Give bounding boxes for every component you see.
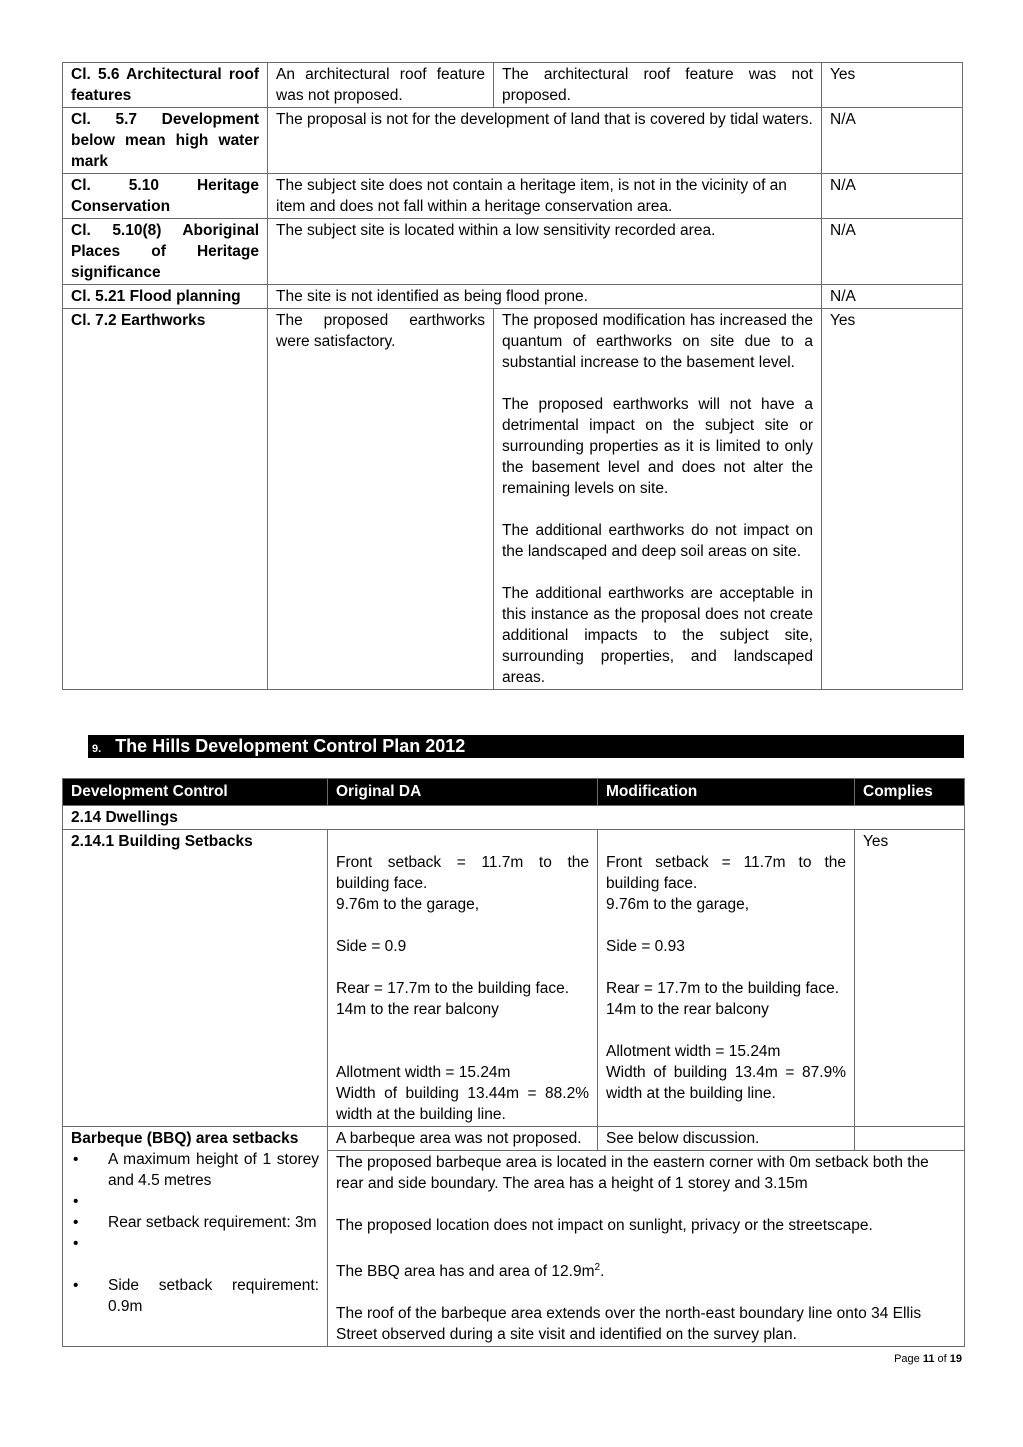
- table-row: [63, 174, 963, 219]
- table-row: [63, 806, 965, 830]
- original-building-width: Width of building 13.44m = 88.2% width at the building line.: [336, 1085, 589, 1123]
- complies-cell: N/A: [822, 285, 963, 309]
- control-cell: 2.14.1 Building Setbacks: [63, 830, 328, 1127]
- clause-cell: Cl. 5.10(8) Aboriginal Places of Heritage significance: [63, 219, 268, 285]
- list-item: • Rear setback requirement: 3m: [71, 1212, 319, 1233]
- list-item: • Side setback requirement: 0.9m: [71, 1275, 319, 1317]
- table-row: [63, 108, 963, 174]
- modified-front-setback: Front setback = 11.7m to the building face.: [606, 854, 846, 892]
- column-header: Modification: [598, 779, 855, 806]
- complies-cell: Yes: [822, 309, 963, 690]
- section-number: 9.: [92, 743, 102, 755]
- column-header: Complies: [855, 779, 965, 806]
- original-rear-balcony: 14m to the rear balcony: [336, 1001, 499, 1018]
- modification-cell: [598, 830, 855, 1127]
- paragraph: The additional earthworks do not impact on the landscaped and deep soil areas on site.: [502, 522, 813, 560]
- bbq-requirements-list: [71, 1149, 319, 1317]
- table-row: [63, 63, 963, 108]
- clause-cell: Cl. 5.6 Architectural roof features: [63, 63, 268, 108]
- original-side-setback: Side = 0.9: [336, 938, 407, 955]
- bbq-area-text: The BBQ area has and area of 12.9m: [336, 1263, 595, 1281]
- clause-cell: Cl. 5.7 Development below mean high water mark: [63, 108, 268, 174]
- modified-building-width: Width of building 13.4m = 87.9% width at the building line.: [606, 1064, 846, 1102]
- area-superscript: 2: [594, 1262, 601, 1273]
- complies-cell: [855, 1127, 965, 1151]
- original-front-setback: Front setback = 11.7m to the building face.: [336, 854, 589, 892]
- page-sep: of: [934, 1353, 950, 1365]
- control-cell: [63, 1127, 328, 1347]
- modified-side-setback: Side = 0.93: [606, 938, 685, 955]
- modification-cell: See below discussion.: [598, 1127, 855, 1151]
- modification-cell: [494, 309, 822, 690]
- paragraph: The proposed barbeque area is located in the eastern corner with 0m setback both the rear and side boundary. The area has a height of 1 storey and 3.15m: [336, 1154, 929, 1192]
- group-heading: 2.14 Dwellings: [63, 806, 965, 830]
- lep-compliance-table: [62, 62, 963, 690]
- comment-cell: The subject site is located within a low sensitivity recorded area.: [268, 219, 822, 285]
- complies-cell: N/A: [822, 108, 963, 174]
- original-cell: An architectural roof feature was not proposed.: [268, 63, 494, 108]
- complies-cell: N/A: [822, 219, 963, 285]
- area-suffix: .: [600, 1263, 605, 1281]
- table-row: [63, 1127, 965, 1151]
- list-spacer: [71, 1233, 319, 1275]
- modified-garage-setback: 9.76m to the garage,: [606, 896, 750, 913]
- comment-cell: The proposal is not for the development of land that is covered by tidal waters.: [268, 108, 822, 174]
- comment-cell: The subject site does not contain a heritage item, is not in the vicinity of an item and does not fall within a heritage conservation area.: [268, 174, 822, 219]
- page-prefix: Page: [894, 1353, 923, 1365]
- discussion-cell: [328, 1151, 965, 1347]
- original-cell: A barbeque area was not proposed.: [328, 1127, 598, 1151]
- comment-cell: The site is not identified as being flood prone.: [268, 285, 822, 309]
- complies-cell: Yes: [855, 830, 965, 1127]
- modified-allotment-width: Allotment width = 15.24m: [606, 1043, 781, 1060]
- original-garage-setback: 9.76m to the garage,: [336, 896, 480, 913]
- table-header-row: [63, 779, 965, 806]
- list-item: • A maximum height of 1 storey and 4.5 metres: [71, 1149, 319, 1191]
- list-spacer: [71, 1191, 319, 1212]
- original-cell: The proposed earthworks were satisfactory.: [268, 309, 494, 690]
- modification-cell: The architectural roof feature was not proposed.: [494, 63, 822, 108]
- paragraph: The proposed modification has increased the quantum of earthworks on site due to a substantial increase to the basement level.: [502, 312, 813, 371]
- section-heading: [88, 735, 964, 758]
- paragraph: The additional earthworks are acceptable in this instance as the proposal does not create additional impacts to the subject site, surrounding properties, and landscaped areas.: [502, 585, 813, 686]
- page-total: 19: [949, 1353, 962, 1365]
- paragraph: The roof of the barbeque area extends over the north-east boundary line onto 34 Ellis Street observed during a site visit and identified on the survey plan.: [336, 1305, 922, 1344]
- table-row: [63, 285, 963, 309]
- modified-rear-balcony: 14m to the rear balcony: [606, 1001, 769, 1018]
- original-cell: [328, 830, 598, 1127]
- clause-cell: Cl. 5.10 Heritage Conservation: [63, 174, 268, 219]
- page-current: 11: [922, 1353, 935, 1365]
- column-header: Development Control: [63, 779, 328, 806]
- paragraph: The proposed earthworks will not have a detrimental impact on the subject site or surrounding properties as it is limited to only the basement level and does not alter the remaining levels on site.: [502, 396, 813, 497]
- clause-cell: Cl. 7.2 Earthworks: [63, 309, 268, 690]
- modified-rear-setback: Rear = 17.7m to the building face.: [606, 980, 840, 997]
- original-allotment-width: Allotment width = 15.24m: [336, 1064, 511, 1081]
- bbq-control-title: Barbeque (BBQ) area setbacks: [71, 1130, 299, 1147]
- table-row: [63, 219, 963, 285]
- clause-cell: Cl. 5.21 Flood planning: [63, 285, 268, 309]
- table-row: [63, 309, 963, 690]
- table-row: [63, 830, 965, 1127]
- complies-cell: N/A: [822, 174, 963, 219]
- dcp-compliance-table: [62, 778, 965, 1347]
- paragraph: [336, 1257, 956, 1282]
- paragraph: The proposed location does not impact on sunlight, privacy or the streetscape.: [336, 1217, 873, 1234]
- column-header: Original DA: [328, 779, 598, 806]
- original-rear-setback: Rear = 17.7m to the building face.: [336, 980, 570, 997]
- section-title: The Hills Development Control Plan 2012: [115, 736, 466, 756]
- complies-cell: Yes: [822, 63, 963, 108]
- page-number: [894, 1353, 962, 1365]
